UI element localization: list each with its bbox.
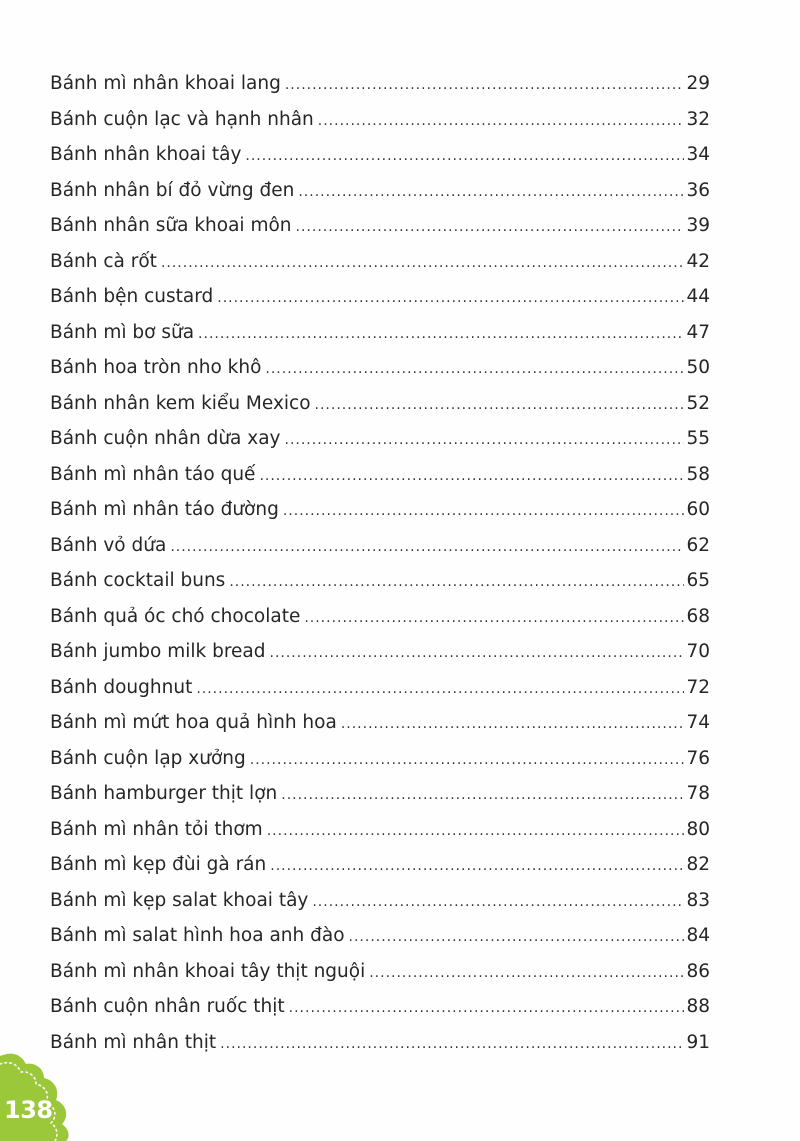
toc-entry	[50, 563, 710, 599]
toc-entry-page: 70	[686, 641, 710, 662]
toc-entry-title: Bánh mì kẹp đùi gà rán	[50, 854, 267, 875]
toc-entry	[50, 918, 710, 954]
toc-entry-page: 60	[686, 499, 710, 520]
toc-dot-leader	[270, 849, 684, 885]
toc-entry	[50, 1025, 710, 1061]
toc-dot-leader	[267, 814, 685, 850]
toc-entry	[50, 457, 710, 493]
toc-dot-leader	[315, 388, 685, 424]
toc-dot-leader	[285, 423, 685, 459]
toc-entry-title: Bánh cocktail buns	[50, 570, 226, 591]
toc-entry-page: 39	[686, 215, 710, 236]
toc-entry-page: 80	[686, 818, 710, 840]
toc-entry-title: Bánh mì nhân tỏi thơm	[50, 818, 263, 840]
toc-entry-page: 72	[686, 676, 710, 698]
toc-dot-leader	[296, 210, 685, 246]
toc-entry-title: Bánh quả óc chó chocolate	[50, 605, 301, 627]
toc-dot-leader	[217, 281, 684, 317]
toc-entry-title: Bánh jumbo milk bread	[50, 641, 266, 662]
toc-entry-page: 42	[686, 250, 710, 272]
toc-dot-leader	[229, 565, 684, 601]
toc-entry-page: 86	[686, 960, 710, 982]
toc-entry-title: Bánh bện custard	[50, 286, 214, 307]
toc-dot-leader	[259, 459, 684, 495]
toc-entry	[50, 137, 710, 173]
toc-dot-leader	[198, 317, 684, 353]
toc-dot-leader	[245, 139, 684, 175]
toc-entry-title: Bánh nhân bí đỏ vừng đen	[50, 179, 295, 201]
toc-dot-leader	[285, 68, 685, 104]
toc-entry	[50, 173, 710, 209]
toc-entry	[50, 670, 710, 706]
toc-entry-title: Bánh hamburger thịt lợn	[50, 783, 278, 804]
toc-entry-page: 65	[686, 570, 710, 591]
page-number: 138	[4, 1096, 53, 1124]
toc-entry	[50, 847, 710, 883]
toc-entry-page: 91	[686, 1031, 710, 1053]
toc-dot-leader	[304, 601, 684, 637]
toc-entry-title: Bánh mì kẹp salat khoai tây	[50, 889, 309, 911]
toc-entry	[50, 883, 710, 919]
toc-entry	[50, 279, 710, 315]
toc-entry-page: 76	[686, 747, 710, 769]
table-of-contents	[50, 66, 710, 1060]
toc-entry-page: 55	[686, 428, 710, 449]
toc-entry-title: Bánh cuộn nhân ruốc thịt	[50, 996, 285, 1017]
toc-entry-title: Bánh cà rốt	[50, 250, 157, 272]
toc-entry-title: Bánh cuộn lạc và hạnh nhân	[50, 108, 314, 130]
toc-dot-leader	[281, 778, 684, 814]
toc-entry-title: Bánh mì nhân khoai lang	[50, 73, 281, 94]
toc-entry	[50, 66, 710, 102]
toc-entry-title: Bánh vỏ dứa	[50, 534, 167, 556]
toc-entry	[50, 528, 710, 564]
toc-entry	[50, 989, 710, 1025]
toc-entry-title: Bánh mì nhân táo quế	[50, 463, 256, 485]
toc-entry	[50, 599, 710, 635]
toc-entry-title: Bánh mì mứt hoa quả hình hoa	[50, 712, 337, 733]
toc-entry	[50, 776, 710, 812]
toc-entry-page: 83	[686, 889, 710, 911]
toc-entry	[50, 812, 710, 848]
toc-dot-leader	[220, 1027, 684, 1063]
toc-entry-title: Bánh nhân kem kiểu Mexico	[50, 392, 311, 414]
toc-dot-leader	[318, 104, 685, 140]
toc-dot-leader	[270, 636, 685, 672]
toc-dot-leader	[349, 920, 685, 956]
toc-dot-leader	[369, 956, 684, 992]
toc-entry-page: 50	[686, 357, 710, 378]
toc-entry-page: 78	[686, 783, 710, 804]
toc-entry-title: Bánh mì nhân khoai tây thịt nguội	[50, 960, 366, 982]
toc-entry	[50, 421, 710, 457]
toc-entry-page: 62	[686, 534, 710, 556]
toc-dot-leader	[298, 175, 684, 211]
toc-dot-leader	[196, 672, 684, 708]
toc-dot-leader	[265, 352, 684, 388]
toc-entry	[50, 386, 710, 422]
toc-entry-page: 34	[686, 144, 710, 165]
toc-entry-page: 68	[686, 605, 710, 627]
toc-dot-leader	[250, 743, 685, 779]
toc-entry-title: Bánh mì nhân thịt	[50, 1031, 217, 1053]
toc-entry	[50, 954, 710, 990]
toc-entry	[50, 492, 710, 528]
toc-entry-title: Bánh nhân khoai tây	[50, 144, 242, 165]
toc-entry-title: Bánh mì nhân táo đường	[50, 499, 279, 520]
toc-entry-page: 84	[686, 925, 710, 946]
toc-dot-leader	[170, 530, 684, 566]
toc-dot-leader	[161, 246, 685, 282]
toc-entry-page: 36	[686, 179, 710, 201]
toc-entry	[50, 244, 710, 280]
toc-entry-title: Bánh cuộn nhân dừa xay	[50, 428, 281, 449]
toc-entry	[50, 102, 710, 138]
toc-entry-page: 32	[686, 108, 710, 130]
toc-entry	[50, 634, 710, 670]
toc-entry-title: Bánh hoa tròn nho khô	[50, 357, 262, 378]
toc-dot-leader	[289, 991, 685, 1027]
toc-entry-page: 74	[686, 712, 710, 733]
toc-entry-title: Bánh mì bơ sữa	[50, 321, 195, 343]
toc-entry-title: Bánh nhân sữa khoai môn	[50, 215, 292, 236]
toc-entry	[50, 741, 710, 777]
toc-entry-title: Bánh doughnut	[50, 676, 193, 698]
toc-entry	[50, 705, 710, 741]
toc-entry-title: Bánh mì salat hình hoa anh đào	[50, 925, 345, 946]
toc-entry-page: 44	[686, 286, 710, 307]
toc-dot-leader	[283, 494, 685, 530]
toc-entry	[50, 350, 710, 386]
toc-entry-page: 52	[686, 392, 710, 414]
toc-entry-page: 82	[686, 854, 710, 875]
toc-entry-page: 88	[686, 996, 710, 1017]
toc-entry-page: 47	[686, 321, 710, 343]
toc-entry-page: 29	[686, 73, 710, 94]
toc-entry	[50, 315, 710, 351]
toc-entry-page: 58	[686, 463, 710, 485]
toc-dot-leader	[341, 707, 685, 743]
toc-dot-leader	[312, 885, 684, 921]
toc-entry	[50, 208, 710, 244]
toc-entry-title: Bánh cuộn lạp xưởng	[50, 747, 246, 769]
